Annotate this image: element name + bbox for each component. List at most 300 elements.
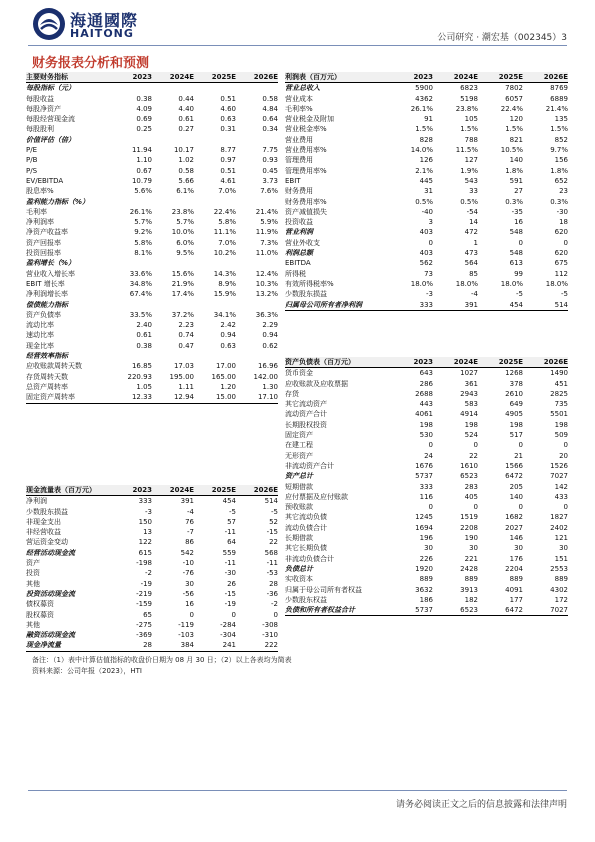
- table-row: [26, 330, 278, 340]
- row-value: 18.0%: [410, 279, 433, 288]
- table-row: [26, 630, 278, 640]
- row-value: 1566: [505, 461, 523, 470]
- row-value: 0.94: [262, 331, 278, 340]
- row-value: 1.5%: [460, 125, 478, 134]
- table-row: [285, 258, 568, 268]
- table-row: [285, 207, 568, 217]
- row-label: 每股收益: [26, 94, 54, 103]
- row-value: 0: [428, 503, 433, 512]
- column-header: 2026E: [543, 73, 568, 81]
- column-header: 2024E: [169, 486, 194, 494]
- row-value: 543: [464, 176, 478, 185]
- footer-disclaimer: 请务必阅读正文之后的信息披露和法律声明: [395, 800, 567, 810]
- row-value: 57: [227, 517, 236, 526]
- column-header: 2026E: [253, 486, 278, 494]
- table-row: [26, 361, 278, 371]
- row-value: -53: [266, 569, 278, 578]
- table-row: [285, 585, 568, 595]
- row-label: EV/EBITDA: [26, 176, 64, 185]
- row-value: 116: [419, 492, 433, 501]
- row-value: -5: [561, 290, 568, 299]
- row-value: 333: [138, 497, 152, 506]
- row-value: 146: [509, 534, 523, 543]
- row-value: 33.6%: [129, 269, 152, 278]
- row-value: 22: [469, 451, 478, 460]
- table-row: [285, 492, 568, 502]
- table-row: [285, 502, 568, 512]
- row-value: 18.0%: [500, 279, 523, 288]
- row-value: -11: [266, 559, 278, 568]
- row-value: 0.3%: [550, 197, 568, 206]
- row-label: 营业总收入: [285, 84, 320, 93]
- row-value: 121: [554, 534, 568, 543]
- row-value: 7802: [505, 84, 523, 93]
- row-value: 568: [264, 548, 278, 557]
- row-value: 11.1%: [213, 228, 236, 237]
- row-value: 21.9%: [171, 279, 194, 288]
- row-label: 其它流动负债: [285, 513, 327, 522]
- row-value: 403: [419, 249, 433, 258]
- row-value: 4905: [505, 410, 523, 419]
- row-value: 517: [509, 431, 523, 440]
- row-label: 现金比率: [26, 341, 54, 350]
- table-row: [26, 382, 278, 392]
- row-value: 65: [143, 610, 152, 619]
- row-label: 在建工程: [285, 441, 313, 450]
- row-value: 1027: [460, 369, 478, 378]
- row-value: 852: [554, 135, 568, 144]
- row-value: 142: [554, 482, 568, 491]
- row-value: 122: [138, 538, 152, 547]
- table-row: [26, 124, 278, 134]
- row-value: 127: [464, 156, 478, 165]
- row-value: 361: [464, 379, 478, 388]
- row-value: 391: [464, 300, 478, 309]
- row-label: 投资活动现金流: [26, 589, 75, 598]
- row-label: 应付票据及应付账款: [285, 492, 348, 501]
- row-value: 4061: [415, 410, 433, 419]
- row-label: 固定资产: [285, 431, 313, 440]
- row-value: 1519: [460, 513, 478, 522]
- row-label: 营业费用: [285, 135, 313, 144]
- row-value: 4.61: [220, 176, 236, 185]
- table-row: [26, 310, 278, 320]
- row-label: 归属母公司所有者净利润: [285, 300, 362, 309]
- row-value: -5: [516, 290, 523, 299]
- row-value: 2.29: [262, 321, 278, 330]
- row-value: 2208: [460, 523, 478, 532]
- row-label: 每股指标（元）: [26, 84, 75, 93]
- row-value: 821: [509, 135, 523, 144]
- row-label: 利润总额: [285, 249, 313, 258]
- row-value: 0.47: [178, 341, 194, 350]
- row-label: 非现金支出: [26, 517, 61, 526]
- table-header-row: [285, 357, 568, 368]
- row-label: 净利润增长率: [26, 290, 68, 299]
- row-value: 10.79: [131, 176, 152, 185]
- table-row: [26, 620, 278, 630]
- row-value: 67.4%: [129, 290, 152, 299]
- row-value: 0.5%: [460, 197, 478, 206]
- row-label: EBIT: [285, 176, 301, 185]
- row-value: -10: [182, 559, 194, 568]
- row-value: 2553: [550, 564, 568, 573]
- row-value: 205: [509, 482, 523, 491]
- row-value: 198: [554, 420, 568, 429]
- row-value: 150: [138, 517, 152, 526]
- row-value: 7.0%: [218, 238, 236, 247]
- row-label: 财务费用率%: [285, 197, 327, 206]
- row-value: 6523: [460, 606, 478, 615]
- row-value: -198: [136, 559, 152, 568]
- row-label: 其他: [26, 620, 40, 629]
- row-value: 0.34: [262, 125, 278, 134]
- row-value: 30: [424, 544, 433, 553]
- table-row: [285, 94, 568, 104]
- table-notes: [32, 655, 292, 677]
- row-value: -369: [136, 631, 152, 640]
- row-value: 828: [419, 135, 433, 144]
- row-value: 198: [464, 420, 478, 429]
- row-value: 0.3%: [505, 197, 523, 206]
- row-value: 524: [464, 431, 478, 440]
- table-row: [26, 610, 278, 620]
- row-value: 11.94: [131, 146, 152, 155]
- row-value: 0.93: [262, 156, 278, 165]
- row-value: 28: [143, 641, 152, 650]
- column-header: 2026E: [543, 358, 568, 366]
- row-label: 其它流动资产: [285, 400, 327, 409]
- table-row: [26, 217, 278, 227]
- row-value: 24: [424, 451, 433, 460]
- row-value: -119: [178, 620, 194, 629]
- table-row: [26, 104, 278, 114]
- row-value: 26.1%: [129, 207, 152, 216]
- row-label: EBITDA: [285, 259, 311, 268]
- row-label: 非经营收益: [26, 528, 61, 537]
- row-value: 33: [469, 187, 478, 196]
- row-value: 14: [469, 218, 478, 227]
- row-value: 10.5%: [500, 146, 523, 155]
- row-label: 无形资产: [285, 451, 313, 460]
- row-label: 存货: [285, 389, 299, 398]
- table-row: [26, 248, 278, 258]
- row-value: 11.0%: [255, 249, 278, 258]
- row-value: 18.0%: [545, 279, 568, 288]
- row-value: 34.8%: [129, 279, 152, 288]
- row-value: 26.1%: [410, 104, 433, 113]
- row-value: 172: [554, 595, 568, 604]
- row-label: 其它长期负债: [285, 544, 327, 553]
- table-row: [285, 440, 568, 450]
- table-row: [285, 197, 568, 207]
- row-value: 454: [509, 300, 523, 309]
- table-row: [285, 543, 568, 553]
- row-value: 126: [419, 156, 433, 165]
- row-value: 2.42: [220, 321, 236, 330]
- row-value: 99: [514, 269, 523, 278]
- row-value: -36: [266, 589, 278, 598]
- row-value: 1.9%: [460, 166, 478, 175]
- row-value: 7.6%: [260, 187, 278, 196]
- table-row: [26, 227, 278, 237]
- row-value: 23.8%: [171, 207, 194, 216]
- row-value: 177: [509, 595, 523, 604]
- row-value: 378: [509, 379, 523, 388]
- row-value: 5737: [415, 472, 433, 481]
- row-label: 负债总计: [285, 564, 313, 573]
- row-value: 620: [554, 249, 568, 258]
- row-value: 0: [273, 610, 278, 619]
- row-value: 5.9%: [260, 218, 278, 227]
- table-row: [285, 523, 568, 533]
- row-label: 营业税金率%: [285, 125, 327, 134]
- row-value: -3: [145, 507, 152, 516]
- row-value: 3632: [415, 585, 433, 594]
- row-label: 股权募资: [26, 610, 54, 619]
- table-row: [26, 351, 278, 361]
- row-value: 34.1%: [213, 310, 236, 319]
- row-value: -310: [262, 631, 278, 640]
- row-value: 403: [419, 228, 433, 237]
- column-header: 2026E: [253, 73, 278, 81]
- row-value: 509: [554, 431, 568, 440]
- row-value: 220.93: [127, 372, 152, 381]
- row-value: 0: [428, 441, 433, 450]
- row-value: -304: [220, 631, 236, 640]
- row-value: -30: [224, 569, 236, 578]
- row-value: -56: [182, 589, 194, 598]
- row-label: 货币资金: [285, 369, 313, 378]
- row-value: 27: [514, 187, 523, 196]
- row-value: 4.60: [220, 104, 236, 113]
- row-value: 140: [509, 156, 523, 165]
- table-row: [285, 512, 568, 522]
- row-value: 186: [419, 595, 433, 604]
- row-value: 889: [554, 575, 568, 584]
- row-value: 28: [269, 579, 278, 588]
- row-value: 16.85: [131, 362, 152, 371]
- row-value: -30: [556, 207, 568, 216]
- row-label: P/S: [26, 166, 38, 175]
- row-label: 应收账款及应收票据: [285, 379, 348, 388]
- row-value: 176: [509, 554, 523, 563]
- row-value: 120: [509, 115, 523, 124]
- row-value: 13: [143, 528, 152, 537]
- row-label: 投资回报率: [26, 249, 61, 258]
- row-label: 少数股东损益: [26, 507, 68, 516]
- row-label: 流动比率: [26, 321, 54, 330]
- row-value: 1.5%: [415, 125, 433, 134]
- row-label: 营业费用率%: [285, 146, 327, 155]
- row-label: P/B: [26, 156, 38, 165]
- row-value: 433: [554, 492, 568, 501]
- column-header: 2025E: [211, 73, 236, 81]
- table-row: [285, 238, 568, 248]
- row-value: 514: [554, 300, 568, 309]
- row-value: 15.00: [215, 393, 236, 402]
- row-value: 0.94: [220, 331, 236, 340]
- row-value: 17.4%: [171, 290, 194, 299]
- row-value: 0: [428, 238, 433, 247]
- row-value: 0.27: [178, 125, 194, 134]
- table-row: [285, 227, 568, 237]
- row-value: 10.17: [173, 146, 194, 155]
- table-row: [285, 368, 568, 378]
- row-value: 12.33: [131, 393, 152, 402]
- row-value: 1694: [415, 523, 433, 532]
- row-value: 9.5%: [176, 249, 194, 258]
- row-value: 6472: [505, 606, 523, 615]
- table-row: [26, 320, 278, 330]
- row-value: 13.2%: [255, 290, 278, 299]
- row-value: 445: [419, 176, 433, 185]
- page-header: [0, 0, 595, 46]
- table-row: [26, 289, 278, 299]
- table-row: [285, 248, 568, 258]
- row-value: 564: [464, 259, 478, 268]
- row-label: 长期借款: [285, 534, 313, 543]
- row-value: 11.5%: [455, 146, 478, 155]
- note-source: 资料来源：公司年报（2023），HTI: [32, 667, 142, 675]
- row-value: -219: [136, 589, 152, 598]
- row-label: 少数股东损益: [285, 290, 327, 299]
- row-value: 23.8%: [455, 104, 478, 113]
- row-label: 财务费用: [285, 187, 313, 196]
- table-row: [285, 420, 568, 430]
- row-value: 6.0%: [176, 238, 194, 247]
- footer-divider: [28, 790, 567, 791]
- table-row: [285, 279, 568, 289]
- row-value: 1.20: [220, 382, 236, 391]
- row-label: 资产负债率: [26, 310, 61, 319]
- row-value: 30: [514, 544, 523, 553]
- row-value: 4302: [550, 585, 568, 594]
- row-value: 652: [554, 176, 568, 185]
- row-value: 473: [464, 249, 478, 258]
- row-value: 1.8%: [550, 166, 568, 175]
- row-label: 资产总计: [285, 472, 313, 481]
- header-divider: [28, 45, 567, 46]
- row-label: 少数股东权益: [285, 595, 327, 604]
- row-label: 股息率%: [26, 187, 54, 196]
- row-value: 52: [269, 517, 278, 526]
- row-label: 营业利润: [285, 228, 313, 237]
- row-value: 21.4%: [545, 104, 568, 113]
- row-value: 221: [464, 554, 478, 563]
- row-value: 226: [419, 554, 433, 563]
- row-value: 451: [554, 379, 568, 388]
- row-value: 165.00: [211, 372, 236, 381]
- row-value: 735: [554, 400, 568, 409]
- row-value: 17.10: [257, 393, 278, 402]
- row-value: -308: [262, 620, 278, 629]
- row-value: 613: [509, 259, 523, 268]
- row-value: 391: [180, 497, 194, 506]
- column-header: 2023: [413, 73, 433, 81]
- table-row: [285, 114, 568, 124]
- row-value: 33.5%: [129, 310, 152, 319]
- row-value: 1526: [550, 461, 568, 470]
- table-row: [26, 145, 278, 155]
- row-label: 偿债能力指标: [26, 300, 68, 309]
- row-value: 0.64: [262, 115, 278, 124]
- row-value: 615: [138, 548, 152, 557]
- cash-flow-table: [26, 485, 278, 652]
- row-value: 333: [419, 300, 433, 309]
- row-label: 营业收入增长率: [26, 269, 75, 278]
- row-label: 营业外收支: [285, 238, 320, 247]
- table-title: 现金流量表（百万元）: [26, 486, 96, 494]
- row-label: 经营活动现金流: [26, 548, 75, 557]
- row-value: 1920: [415, 564, 433, 573]
- row-value: -4: [471, 290, 478, 299]
- row-value: 23: [559, 187, 568, 196]
- row-value: 1.10: [136, 156, 152, 165]
- row-value: 2.1%: [415, 166, 433, 175]
- row-value: 135: [554, 115, 568, 124]
- row-label: 营运资金变动: [26, 538, 68, 547]
- row-value: 1: [473, 238, 478, 247]
- row-value: 10.3%: [255, 279, 278, 288]
- row-value: 142.00: [253, 372, 278, 381]
- row-value: 85: [469, 269, 478, 278]
- table-row: [285, 217, 568, 227]
- row-value: 583: [464, 400, 478, 409]
- note-remarks: 备注：（1）表中计算估值指标的收盘价日期为 08 月 30 日；（2）以上各表均为简表: [32, 656, 292, 664]
- row-value: 5.66: [178, 176, 194, 185]
- row-value: -4: [187, 507, 194, 516]
- table-row: [285, 166, 568, 176]
- row-value: 30: [185, 579, 194, 588]
- row-value: 0: [563, 503, 568, 512]
- row-label: 预收账款: [285, 503, 313, 512]
- row-label: 流动资产合计: [285, 410, 327, 419]
- table-row: [285, 389, 568, 399]
- row-value: 3913: [460, 585, 478, 594]
- row-value: 4914: [460, 410, 478, 419]
- table-row: [285, 482, 568, 492]
- row-value: 182: [464, 595, 478, 604]
- table-row: [26, 258, 278, 268]
- row-value: 30: [469, 544, 478, 553]
- table-row: [285, 124, 568, 134]
- table-row: [26, 496, 278, 506]
- row-value: 384: [180, 641, 194, 650]
- row-label: 资产: [26, 559, 40, 568]
- row-value: 22: [269, 538, 278, 547]
- table-row: [285, 83, 568, 93]
- row-value: 0.63: [220, 115, 236, 124]
- brand-name-cn: 海通國際: [70, 11, 139, 30]
- row-value: 2402: [550, 523, 568, 532]
- row-label: 有效所得税率%: [285, 279, 334, 288]
- row-value: 548: [509, 228, 523, 237]
- table-title: 利润表（百万元）: [285, 73, 341, 81]
- table-row: [26, 176, 278, 186]
- row-value: 1682: [505, 513, 523, 522]
- row-value: 0: [563, 238, 568, 247]
- row-value: 18: [559, 218, 568, 227]
- table-row: [26, 135, 278, 145]
- row-value: 6.1%: [176, 187, 194, 196]
- column-header: 2025E: [498, 358, 523, 366]
- column-header: 2023: [413, 358, 433, 366]
- table-title: 资产负债表（百万元）: [285, 358, 355, 366]
- column-header: 2024E: [453, 73, 478, 81]
- row-value: 1.8%: [505, 166, 523, 175]
- row-value: -11: [224, 528, 236, 537]
